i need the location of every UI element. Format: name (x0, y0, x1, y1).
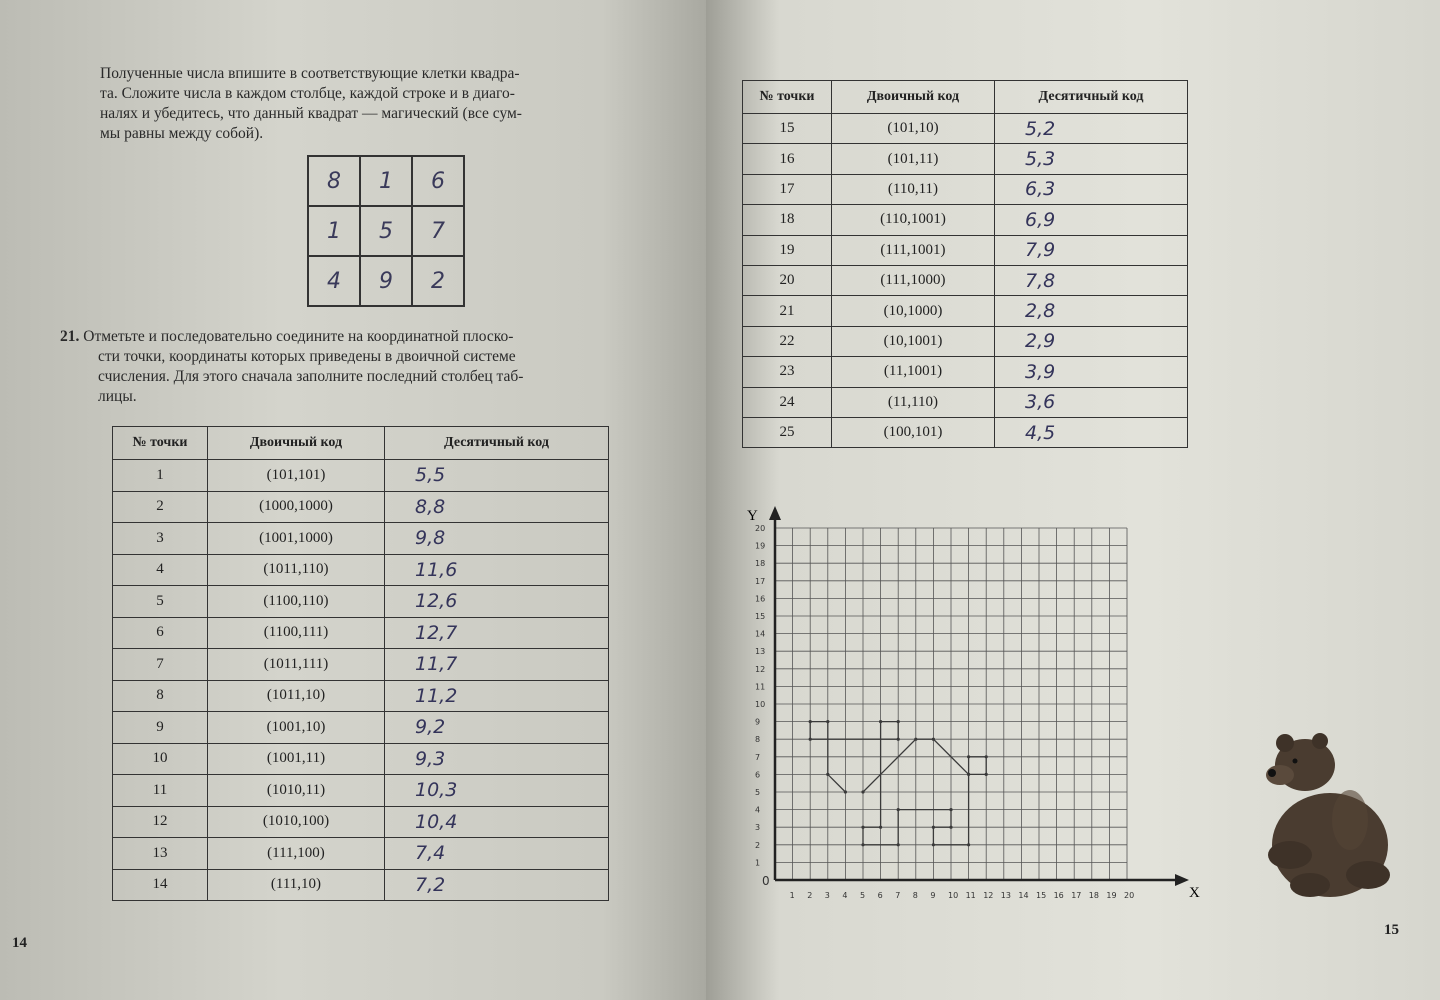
binary-code-cell: (101,11) (832, 144, 995, 174)
point-number-cell: 24 (743, 387, 832, 417)
y-tick-label: 10 (755, 700, 766, 709)
binary-code-cell: (111,1000) (832, 265, 995, 295)
task-line: лицы. (98, 388, 137, 405)
plotted-point (985, 755, 988, 758)
plotted-point (967, 755, 970, 758)
col-header-decimal: Десятичный код (995, 81, 1188, 114)
plotted-point (985, 773, 988, 776)
decimal-code-cell: 10,3 (385, 775, 609, 807)
task-number: 21. (60, 328, 80, 345)
magic-cell: 6 (412, 156, 464, 206)
plotted-point (967, 843, 970, 846)
task-line: сти точки, координаты которых приведены в двоичной системе (98, 348, 516, 365)
coordinate-plane (745, 500, 1205, 905)
table-row (113, 775, 609, 807)
table-row (743, 205, 1188, 235)
binary-code-cell: (111,10) (208, 869, 385, 901)
decimal-code-cell: 2,9 (995, 326, 1188, 356)
table-row (113, 460, 609, 492)
decimal-code-cell: 11,7 (385, 649, 609, 681)
table-row (113, 649, 609, 681)
decimal-code-cell: 7,9 (995, 235, 1188, 265)
decimal-code-cell: 6,3 (995, 174, 1188, 204)
x-tick-label: 4 (842, 891, 848, 900)
point-number-cell: 13 (113, 838, 208, 870)
point-number-cell: 25 (743, 417, 832, 447)
plotted-point (826, 720, 829, 723)
binary-code-cell: (1011,10) (208, 680, 385, 712)
y-axis-arrow (769, 506, 781, 520)
origin-label: 0 (762, 874, 770, 888)
x-tick-label: 3 (824, 891, 830, 900)
intro-line: налях и убедитесь, что данный квадрат — магический (все сум- (100, 105, 522, 122)
y-tick-label: 16 (755, 594, 766, 604)
binary-code-cell: (100,101) (832, 417, 995, 447)
point-number-cell: 9 (113, 712, 208, 744)
y-tick-label: 6 (755, 770, 761, 780)
magic-cell: 8 (308, 156, 360, 206)
binary-code-cell: (11,1001) (832, 357, 995, 387)
point-number-cell: 23 (743, 357, 832, 387)
plotted-point (932, 843, 935, 846)
plotted-point (949, 826, 952, 829)
binary-code-cell: (11,110) (832, 387, 995, 417)
y-tick-label: 18 (755, 559, 766, 569)
y-tick-label: 3 (755, 823, 761, 833)
plotted-point (861, 826, 864, 829)
task-line: счисления. Для этого сначала заполните последний столбец таб- (98, 368, 524, 385)
left-page (0, 0, 708, 1000)
table-row (743, 357, 1188, 387)
plotted-point (809, 738, 812, 741)
decimal-code-cell: 9,2 (385, 712, 609, 744)
table-row (113, 838, 609, 870)
magic-cell: 4 (308, 256, 360, 306)
x-tick-label: 1 (789, 891, 795, 900)
point-number-cell: 2 (113, 491, 208, 523)
x-tick-label: 13 (1000, 891, 1011, 900)
table-row (113, 523, 609, 555)
plotted-point (844, 790, 847, 793)
magic-cell: 2 (412, 256, 464, 306)
decimal-code-cell: 5,2 (995, 114, 1188, 144)
page-number-left: 14 (12, 935, 27, 951)
decimal-code-cell: 11,2 (385, 680, 609, 712)
task-text: Отметьте и последовательно соедините на координатной плоско- (83, 328, 514, 345)
y-tick-label: 19 (755, 541, 766, 551)
table-row (113, 680, 609, 712)
decimal-code-cell: 2,8 (995, 296, 1188, 326)
plotted-point (861, 790, 864, 793)
x-tick-label: 10 (948, 891, 959, 900)
intro-line: мы равны между собой). (100, 125, 264, 142)
decimal-code-cell: 7,2 (385, 869, 609, 901)
col-header-point: № точки (113, 427, 208, 460)
point-number-cell: 8 (113, 680, 208, 712)
x-tick-label: 6 (877, 891, 883, 900)
point-number-cell: 5 (113, 586, 208, 618)
y-tick-label: 7 (755, 752, 761, 762)
y-tick-label: 15 (755, 612, 766, 621)
point-number-cell: 21 (743, 296, 832, 326)
points-table-right (742, 80, 1188, 448)
binary-code-cell: (111,1001) (832, 235, 995, 265)
point-number-cell: 18 (743, 205, 832, 235)
magic-cell: 9 (360, 256, 412, 306)
binary-code-cell: (111,100) (208, 838, 385, 870)
plotted-point (879, 720, 882, 723)
table-row (113, 586, 609, 618)
binary-code-cell: (10,1000) (832, 296, 995, 326)
decimal-code-cell: 12,6 (385, 586, 609, 618)
point-number-cell: 4 (113, 554, 208, 586)
points-table-left (112, 426, 609, 901)
col-header-binary: Двоичный код (208, 427, 385, 460)
task-line (60, 327, 705, 347)
y-tick-label: 14 (755, 629, 766, 639)
col-header-binary: Двоичный код (832, 81, 995, 114)
plotted-point (932, 826, 935, 829)
plotted-point (949, 808, 952, 811)
magic-square (307, 155, 465, 307)
x-axis-arrow (1175, 874, 1189, 886)
y-tick-label: 11 (755, 682, 766, 692)
point-number-cell: 12 (113, 806, 208, 838)
table-row (743, 296, 1188, 326)
binary-code-cell: (110,11) (832, 174, 995, 204)
table-row (743, 387, 1188, 417)
decimal-code-cell: 10,4 (385, 806, 609, 838)
intro-line: Полученные числа впишите в соответствующие клетки квадра- (100, 65, 520, 82)
point-number-cell: 10 (113, 743, 208, 775)
table-row (743, 326, 1188, 356)
table-row (743, 174, 1188, 204)
decimal-code-cell: 3,6 (995, 387, 1188, 417)
intro-line: та. Сложите числа в каждом столбце, каждой строке и в диаго- (100, 85, 515, 102)
table-row (113, 869, 609, 901)
decimal-code-cell: 7,8 (995, 265, 1188, 295)
decimal-code-cell: 9,8 (385, 523, 609, 555)
point-number-cell: 11 (113, 775, 208, 807)
y-tick-label: 5 (755, 788, 761, 797)
plotted-point (967, 773, 970, 776)
point-number-cell: 19 (743, 235, 832, 265)
plotted-point (879, 826, 882, 829)
point-number-cell: 22 (743, 326, 832, 356)
plotted-point (809, 720, 812, 723)
decimal-code-cell: 11,6 (385, 554, 609, 586)
task-paragraph (60, 327, 705, 407)
table-row (743, 417, 1188, 447)
y-tick-label: 2 (755, 840, 761, 850)
point-number-cell: 1 (113, 460, 208, 492)
decimal-code-cell: 5,5 (385, 460, 609, 492)
table-row (113, 743, 609, 775)
point-number-cell: 7 (113, 649, 208, 681)
y-axis-label: Y (747, 508, 758, 524)
y-tick-label: 1 (755, 858, 761, 868)
x-tick-label: 8 (912, 891, 918, 900)
y-tick-label: 12 (755, 664, 766, 674)
col-header-decimal: Десятичный код (385, 427, 609, 460)
plotted-point (897, 808, 900, 811)
x-tick-label: 5 (860, 891, 866, 900)
plotted-point (914, 738, 917, 741)
point-number-cell: 16 (743, 144, 832, 174)
plotted-point (897, 738, 900, 741)
x-tick-label: 16 (1053, 891, 1064, 900)
plotted-point (826, 773, 829, 776)
col-header-point: № точки (743, 81, 832, 114)
binary-code-cell: (101,101) (208, 460, 385, 492)
point-number-cell: 20 (743, 265, 832, 295)
binary-code-cell: (1001,10) (208, 712, 385, 744)
point-number-cell: 3 (113, 523, 208, 555)
magic-cell: 1 (360, 156, 412, 206)
binary-code-cell: (110,1001) (832, 205, 995, 235)
y-tick-label: 17 (755, 576, 766, 586)
binary-code-cell: (10,1001) (832, 326, 995, 356)
decimal-code-cell: 7,4 (385, 838, 609, 870)
decimal-code-cell: 12,7 (385, 617, 609, 649)
table-row (113, 712, 609, 744)
table-row (743, 114, 1188, 144)
table-row (743, 144, 1188, 174)
x-tick-label: 2 (807, 891, 813, 900)
binary-code-cell: (1000,1000) (208, 491, 385, 523)
binary-code-cell: (1010,100) (208, 806, 385, 838)
decimal-code-cell: 5,3 (995, 144, 1188, 174)
binary-code-cell: (1011,110) (208, 554, 385, 586)
x-tick-label: 9 (930, 891, 936, 900)
y-tick-label: 13 (755, 647, 766, 657)
table-row (743, 265, 1188, 295)
plotted-point (897, 843, 900, 846)
table-row (113, 491, 609, 523)
y-tick-label: 9 (755, 717, 761, 727)
binary-code-cell: (1010,11) (208, 775, 385, 807)
decimal-code-cell: 9,3 (385, 743, 609, 775)
binary-code-cell: (1001,1000) (208, 523, 385, 555)
x-tick-label: 7 (895, 891, 901, 900)
x-axis-label: X (1189, 885, 1200, 901)
magic-cell: 7 (412, 206, 464, 256)
point-number-cell: 15 (743, 114, 832, 144)
binary-code-cell: (1100,111) (208, 617, 385, 649)
x-tick-label: 15 (1036, 891, 1047, 900)
x-tick-label: 20 (1124, 891, 1135, 900)
x-tick-label: 11 (965, 891, 976, 900)
decimal-code-cell: 8,8 (385, 491, 609, 523)
x-tick-label: 18 (1088, 891, 1099, 900)
intro-paragraph (100, 64, 700, 144)
binary-code-cell: (101,10) (832, 114, 995, 144)
binary-code-cell: (1100,110) (208, 586, 385, 618)
x-tick-label: 19 (1106, 891, 1117, 900)
point-number-cell: 6 (113, 617, 208, 649)
table-row (113, 554, 609, 586)
page-number-right: 15 (1384, 922, 1399, 938)
decimal-code-cell: 3,9 (995, 357, 1188, 387)
magic-cell: 1 (308, 206, 360, 256)
x-tick-label: 14 (1018, 891, 1029, 900)
table-row (743, 235, 1188, 265)
x-tick-label: 17 (1071, 891, 1082, 900)
plotted-point (932, 738, 935, 741)
magic-cell: 5 (360, 206, 412, 256)
point-number-cell: 17 (743, 174, 832, 204)
y-tick-label: 4 (755, 805, 761, 815)
binary-code-cell: (1011,111) (208, 649, 385, 681)
x-tick-label: 12 (983, 891, 994, 900)
table-row (113, 806, 609, 838)
decimal-code-cell: 4,5 (995, 417, 1188, 447)
table-row (113, 617, 609, 649)
y-tick-label: 8 (755, 735, 761, 745)
plotted-point (897, 720, 900, 723)
decimal-code-cell: 6,9 (995, 205, 1188, 235)
point-number-cell: 14 (113, 869, 208, 901)
plotted-point (861, 843, 864, 846)
binary-code-cell: (1001,11) (208, 743, 385, 775)
bear-illustration (1250, 725, 1400, 900)
y-tick-label: 20 (755, 524, 766, 533)
